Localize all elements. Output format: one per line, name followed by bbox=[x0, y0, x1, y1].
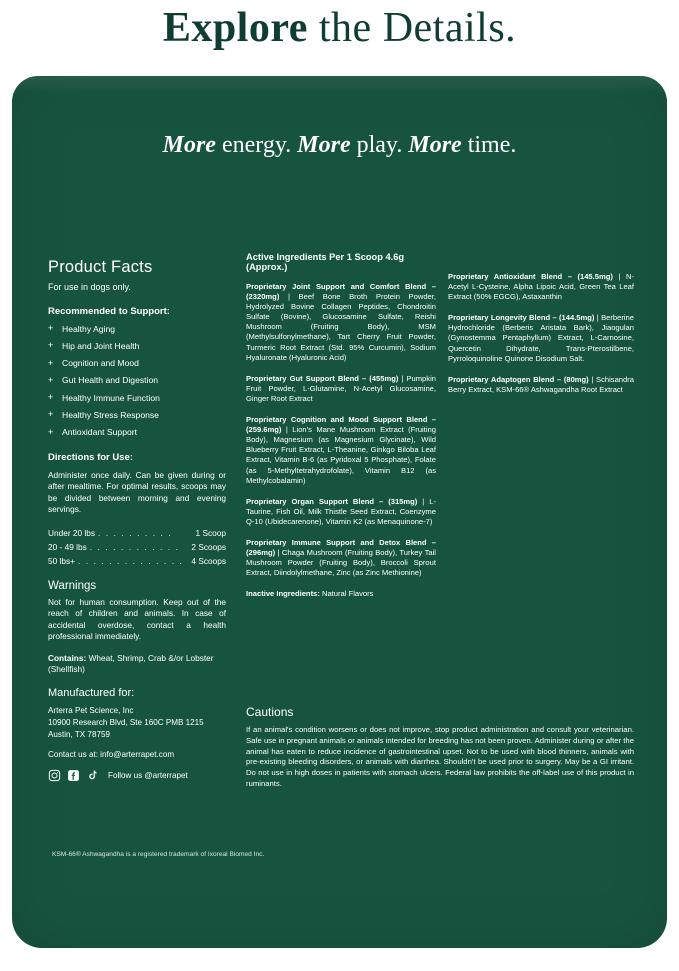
contains-statement bbox=[48, 653, 226, 676]
table-row bbox=[48, 540, 226, 554]
contains-text: Wheat, Shrimp, Crab &/or Lobster (Shellfish) bbox=[48, 652, 214, 675]
support-list bbox=[48, 324, 226, 438]
product-facts-panel bbox=[48, 258, 226, 782]
dose-weight: Under 20 lbs bbox=[48, 527, 96, 538]
blend-entry bbox=[448, 272, 634, 302]
dose-weight: 20 - 49 lbs bbox=[48, 541, 87, 552]
contact-email-line[interactable]: Contact us at: info@arterrapet.com bbox=[48, 749, 175, 759]
support-item-label: Gut Health and Digestion bbox=[62, 375, 159, 386]
directions-text: Administer once daily. Can be given during or after mealtime. For optimal results, scoops may be divided between morning and evening servings. bbox=[48, 469, 226, 515]
blend-entry bbox=[448, 375, 634, 395]
blend-entry bbox=[246, 497, 436, 527]
plus-icon: + bbox=[48, 409, 54, 420]
contains-label: Contains: bbox=[48, 652, 87, 663]
blend-name: Proprietary Adaptogen Blend – (80mg) bbox=[448, 374, 589, 384]
blend-name: Proprietary Organ Support Blend – (315mg) bbox=[246, 496, 418, 506]
inactive-label: Inactive Ingredients: bbox=[246, 589, 320, 599]
dose-weight: 50 lbs+ bbox=[48, 555, 75, 566]
blend-text: | Lion's Mane Mushroom Extract (Fruiting Body), Magnesium (as Magnesium Glycinate), Wild Blueberry Fruit Extract, L-Theanine, Ginkgo Biloba Leaf Extract, Vitamin B-6 (as Pyridoxal 5 Phosphate), Folate (as 5-Methyltetrahydrofolate), Vitamin B12 (as Methylcobalamin) bbox=[246, 425, 436, 485]
dose-dots: . . . . . . . . . . . . bbox=[89, 541, 180, 552]
cautions-heading: Cautions bbox=[246, 705, 294, 719]
support-item-label: Healthy Stress Response bbox=[62, 409, 159, 420]
plus-icon: + bbox=[48, 426, 54, 437]
active-ingredients-title: Active Ingredients Per 1 Scoop 4.6g (Approx.) bbox=[246, 252, 405, 272]
support-item-label: Hip and Joint Health bbox=[62, 340, 140, 351]
blend-entry bbox=[246, 374, 436, 404]
active-ingredients-column-two bbox=[448, 272, 634, 406]
blend-entry bbox=[246, 282, 436, 363]
inactive-ingredients bbox=[246, 589, 436, 599]
blend-text: | Schisandra Berry Extract, KSM-66® Ashwagandha Root Extract bbox=[448, 374, 634, 394]
plus-icon: + bbox=[48, 392, 54, 403]
list-item bbox=[48, 324, 226, 335]
tagline-part-1: More bbox=[162, 132, 216, 158]
plus-icon: + bbox=[48, 374, 54, 385]
table-row bbox=[48, 526, 226, 540]
dose-amount: 4 Scoops bbox=[191, 555, 226, 566]
list-item bbox=[48, 410, 226, 421]
manufactured-heading: Manufactured for: bbox=[48, 687, 135, 700]
dose-dots: . . . . . . . . . . bbox=[98, 527, 173, 538]
plus-icon: + bbox=[48, 323, 54, 334]
headline-bold: Explore bbox=[162, 5, 308, 51]
manufacturer-line: Arterra Pet Science, Inc bbox=[48, 706, 134, 716]
blend-text: | N-Acetyl L-Cysteine, Alpha Lipoic Acid, Green Tea Leaf Extract (50% EGCG), Astaxanthin bbox=[448, 272, 634, 302]
pouch-tagline bbox=[12, 132, 667, 159]
warnings-heading: Warnings bbox=[48, 579, 97, 592]
blend-text: | Beef Bone Broth Protein Powder, Hydrolyzed Bovine Collagen Peptides, Chondroitin Sulfate (Bovine), Glucosamine Sulfate, Reishi Mushroom (Fruiting Body), MSM (Methylsulfonylmethane), Tart Cherry Fruit Powder, Turmeric Root Extract (Std. 95% Curcumin), Sodium Hyaluronate (Hyaluronic Acid) bbox=[246, 292, 436, 362]
blend-text: | Pumpkin Fruit Powder, L-Glutamine, N-Acetyl Glucosamine, Ginger Root Extract bbox=[246, 373, 436, 403]
list-item bbox=[48, 375, 226, 386]
tagline-part-4: play. bbox=[350, 132, 409, 158]
tagline-part-3: More bbox=[297, 132, 351, 158]
list-item bbox=[48, 341, 226, 352]
warnings-text: Not for human consumption. Keep out of the reach of children and animals. In case of accidental overdose, contact a health professional immediately. bbox=[48, 596, 226, 642]
cautions-text: If an animal's condition worsens or does not improve, stop product administration and consult your veterinarian. Safe use in pregnant animals or animals intended for breeding has not been proven. Administer during or after the animal has eaten to reduce incidence of gastrointestinal upset. Not to be used with blood thinners, animals with pre-existing bleeding disorders, or animals with diarrhea. Shouldn't be used prior to surgery. May be a GI irritant. Do not use in high doses in patients with stomach ulcers. Federal law prohibits the off-label use of this product in ruminants. bbox=[246, 725, 634, 788]
blend-name: Proprietary Immune Support and Detox Blend – (296mg) bbox=[246, 537, 436, 558]
plus-icon: + bbox=[48, 357, 54, 368]
dosing-table bbox=[48, 526, 226, 568]
product-facts-subtitle: For use in dogs only. bbox=[48, 282, 131, 292]
dose-amount: 2 Scoops bbox=[191, 541, 226, 552]
support-item-label: Antioxidant Support bbox=[62, 427, 138, 438]
support-heading: Recommended to Support: bbox=[48, 305, 170, 317]
support-item-label: Healthy Aging bbox=[62, 323, 116, 334]
support-item-label: Cognition and Mood bbox=[62, 358, 139, 369]
blend-text: | Chaga Mushroom (Fruiting Body), Turkey Tail Mushroom Powder (Fruiting Body), Broccoli Sprout Extract, Diindolylmethane, Zinc (as Zinc Methionine) bbox=[246, 548, 436, 578]
blend-text: | L-Taurine, Fish Oil, Milk Thistle Seed Extract, Coenzyme Q-10 (Ubidecarenone), Vitamin K2 (as Menaquinone-7) bbox=[246, 496, 436, 526]
plus-icon: + bbox=[48, 340, 54, 351]
dose-dots: . . . . . . . . . . . . . . bbox=[78, 555, 184, 566]
blend-entry bbox=[246, 538, 436, 578]
cautions-panel bbox=[246, 705, 634, 790]
page-headline bbox=[0, 4, 679, 52]
dose-amount: 1 Scoop bbox=[195, 527, 226, 538]
list-item bbox=[48, 393, 226, 404]
tagline-part-5: More bbox=[408, 132, 462, 158]
blend-text: | Berberine Hydrochloride (Berberis Aristata Bark), Jiaogulan (Gynostemma Pentaphyllum) Extract, L-Carnosine, Quercetin Dihydrate, Trans-Pterostilbene, Pyrroloquinoline Quinone Disodium Salt. bbox=[448, 313, 634, 363]
manufacturer-line: 10900 Research Blvd, Ste 160C PMB 1215 bbox=[48, 718, 204, 728]
manufacturer-line: Austin, TX 78759 bbox=[48, 729, 110, 739]
product-facts-title: Product Facts bbox=[48, 258, 153, 276]
inactive-text: Natural Flavors bbox=[319, 589, 374, 599]
facebook-icon[interactable] bbox=[67, 769, 80, 782]
product-pouch bbox=[12, 76, 667, 948]
tagline-part-6: time. bbox=[461, 132, 517, 158]
support-item-label: Healthy Immune Function bbox=[62, 392, 160, 403]
tagline-part-2: energy. bbox=[215, 132, 298, 158]
blend-name: Proprietary Cognition and Mood Support Blend – (259.6mg) bbox=[246, 415, 436, 435]
headline-light: the Details. bbox=[307, 5, 517, 51]
blend-name: Proprietary Joint Support and Comfort Blend – (2320mg) bbox=[246, 282, 436, 302]
instagram-icon[interactable] bbox=[48, 769, 61, 782]
blend-name: Proprietary Longevity Blend – (144.5mg) bbox=[448, 313, 595, 323]
list-item bbox=[48, 427, 226, 438]
blend-name: Proprietary Antioxidant Blend – (145.5mg) bbox=[448, 272, 613, 281]
social-handle: Follow us @arterrapet bbox=[108, 770, 188, 780]
table-row bbox=[48, 554, 226, 568]
blend-entry bbox=[448, 313, 634, 363]
active-ingredients-column-one bbox=[246, 252, 436, 599]
tiktok-icon[interactable] bbox=[86, 769, 99, 782]
blend-entry bbox=[246, 415, 436, 486]
blend-name: Proprietary Gut Support Blend – (455mg) bbox=[246, 373, 399, 383]
social-links bbox=[48, 769, 226, 782]
directions-heading: Directions for Use: bbox=[48, 451, 133, 463]
trademark-notice: KSM-66® Ashwagandha is a registered trademark of Ixoreal Biomed Inc. bbox=[52, 851, 265, 858]
list-item bbox=[48, 358, 226, 369]
